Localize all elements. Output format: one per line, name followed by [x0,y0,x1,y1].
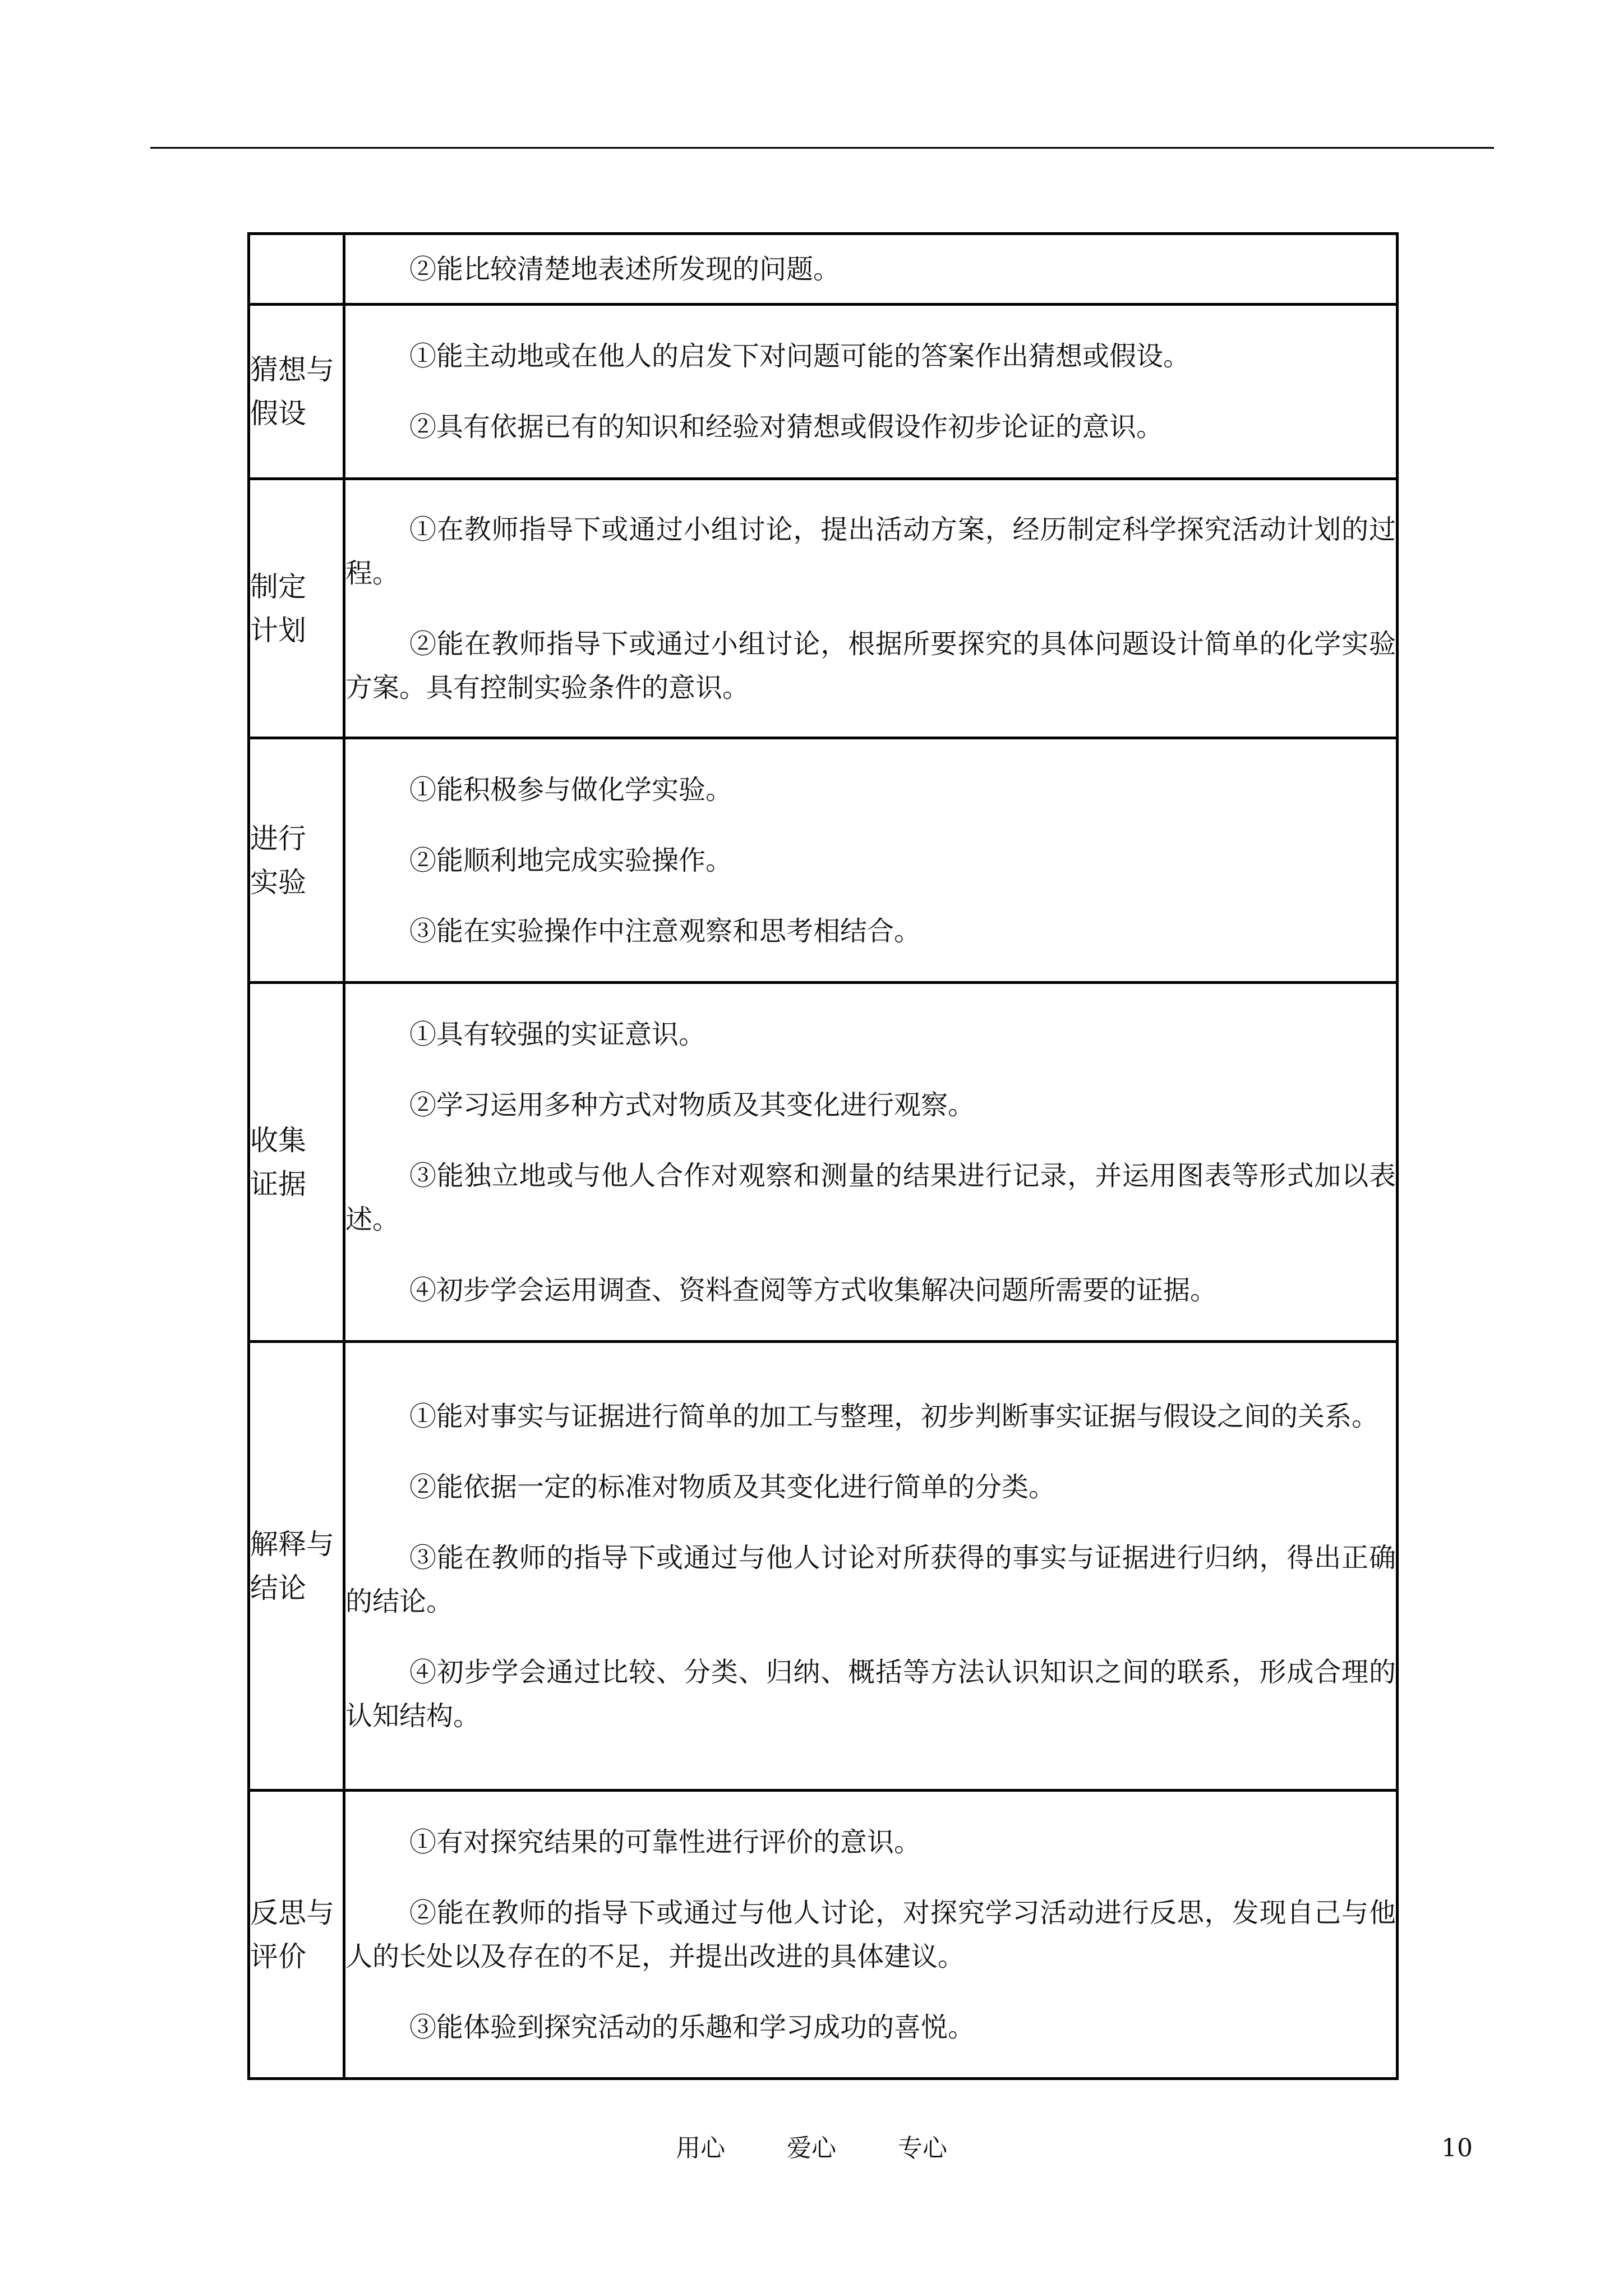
row-body [344,738,1398,983]
row-body [344,234,1398,305]
list-item: ②能顺利地完成实验操作。 [409,844,733,876]
table-row [249,234,1398,305]
list-item: ③能在实验操作中注意观察和思考相结合。 [409,915,921,947]
list-item: ②能在教师的指导下或通过与他人讨论，对探究学习活动进行反思，发现自己与他人的长处以及存在的不足，并提出改进的具体建议。 [345,1897,1396,1972]
table-row [249,1791,1398,2079]
row-label [249,234,344,305]
row-label-line: 收集 [250,1124,306,1157]
list-item: ①能对事实与证据进行简单的加工与整理，初步判断事实证据与假设之间的关系。 [409,1400,1379,1432]
row-label [249,479,344,738]
list-item: ②具有依据已有的知识和经验对猜想或假设作初步论证的意识。 [409,411,1164,443]
footer-motto [0,2132,1623,2165]
row-label [249,305,344,479]
table-row [249,479,1398,738]
row-label-line: 评价 [250,1940,306,1973]
row-body [344,1342,1398,1791]
page-number: 10 [1441,2134,1473,2162]
list-item: ①具有较强的实证意识。 [409,1018,706,1050]
row-label [249,738,344,983]
list-item: ①有对探究结果的可靠性进行评价的意识。 [409,1826,921,1858]
footer-motto-word: 用心 [676,2134,725,2162]
list-item: ③能独立地或与他人合作对观察和测量的结果进行记录，并运用图表等形式加以表述。 [345,1159,1396,1235]
list-item: ①在教师指导下或通过小组讨论，提出活动方案，经历制定科学探究活动计划的过程。 [345,513,1396,589]
row-label-line: 反思与 [250,1896,334,1929]
row-body [344,479,1398,738]
row-label-line: 解释与 [250,1527,334,1561]
footer-motto-word: 爱心 [787,2134,836,2162]
list-item: ②能比较清楚地表述所发现的问题。 [409,253,841,285]
row-label-line: 实验 [250,866,306,899]
row-label-line: 进行 [250,822,306,855]
table-row [249,1342,1398,1791]
row-label [249,1342,344,1791]
row-body [344,983,1398,1342]
row-label-line: 计划 [250,614,306,647]
table-row [249,305,1398,479]
row-label-line: 结论 [250,1571,306,1604]
list-item: ①能主动地或在他人的启发下对问题可能的答案作出猜想或假设。 [409,341,1191,372]
list-item: ④初步学会运用调查、资料查阅等方式收集解决问题所需要的证据。 [409,1274,1218,1306]
list-item: ④初步学会通过比较、分类、归纳、概括等方法认识知识之间的联系，形成合理的认知结构。 [345,1656,1396,1732]
row-label [249,983,344,1342]
table-row [249,738,1398,983]
footer-motto-word: 专心 [898,2134,947,2162]
row-label-line: 制定 [250,570,306,603]
list-item: ②能在教师指导下或通过小组讨论，根据所要探究的具体问题设计简单的化学实验方案。具有控制实验条件的意识。 [345,628,1396,703]
row-label [249,1791,344,2079]
list-item: ①能积极参与做化学实验。 [409,774,733,806]
list-item: ③能在教师的指导下或通过与他人讨论对所获得的事实与证据进行归纳，得出正确的结论。 [345,1542,1396,1617]
row-label-line: 证据 [250,1167,306,1200]
row-body [344,305,1398,479]
list-item: ②能依据一定的标准对物质及其变化进行简单的分类。 [409,1471,1056,1503]
row-label-line: 猜想与 [250,353,334,386]
header-rule [150,147,1494,149]
row-body [344,1791,1398,2079]
list-item: ③能体验到探究活动的乐趣和学习成功的喜悦。 [409,2011,975,2043]
row-label-line: 假设 [250,397,306,430]
inquiry-standards-table [247,232,1399,2080]
list-item: ②学习运用多种方式对物质及其变化进行观察。 [409,1089,975,1121]
table-row [249,983,1398,1342]
